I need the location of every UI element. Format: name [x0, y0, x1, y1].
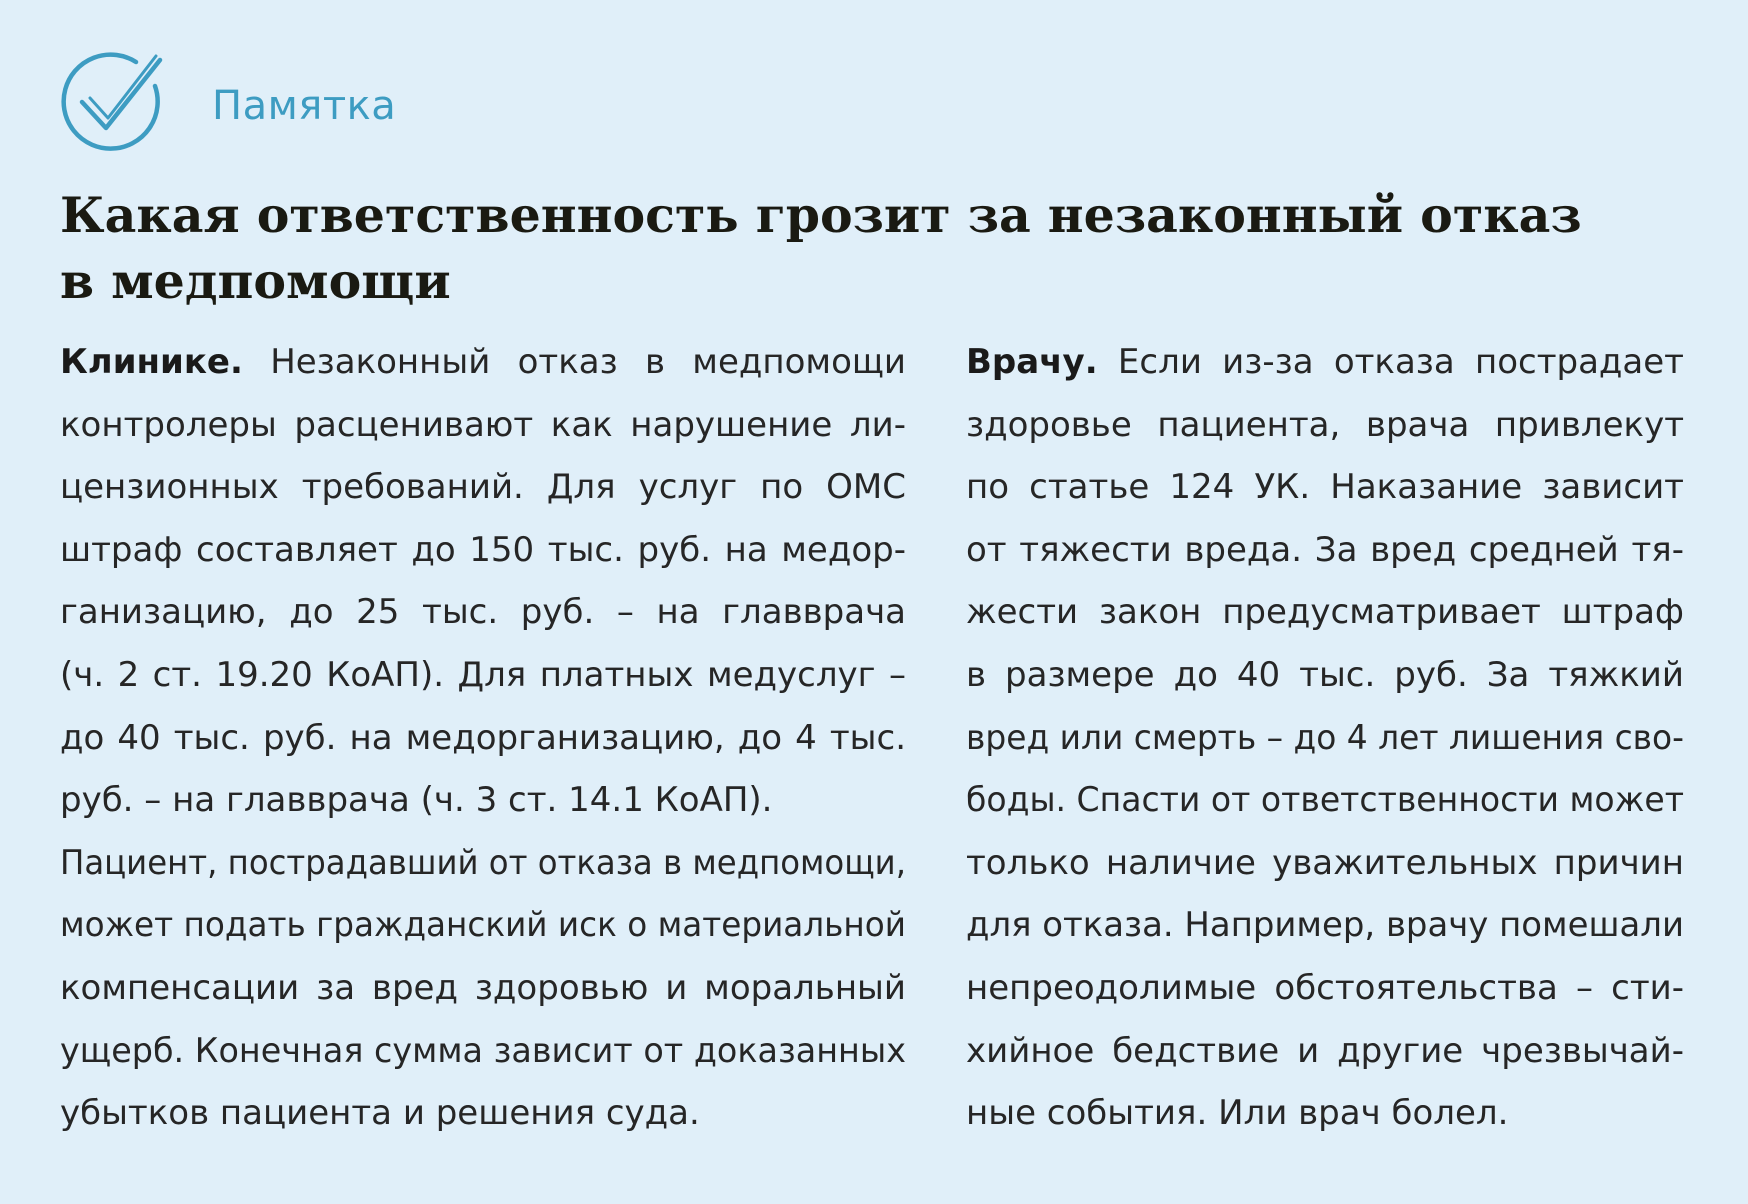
paragraph-line: непреодолимые обстоятельства – сти- [966, 967, 1684, 1008]
paragraph-line: может подать гражданский иск о материальной [60, 905, 906, 946]
title-line-1: Какая ответственность грозит за незаконный отказ [60, 186, 1582, 244]
paragraph-line: Пациент, пострадавший от отказа в медпомощи, [60, 842, 906, 883]
paragraph-line: контролеры расценивают как нарушение ли- [60, 404, 906, 445]
memo-header [58, 46, 396, 158]
doctor-column [966, 331, 1684, 1145]
paragraph-line: только наличие уважительных причин [966, 842, 1684, 883]
paragraph-line: вред или смерть – до 4 лет лишения сво- [966, 717, 1684, 758]
paragraph-line: руб. – на главврача (ч. 3 ст. 14.1 КоАП). [60, 780, 773, 821]
paragraph-line: до 40 тыс. руб. на медорганизацию, до 4 тыс. [60, 717, 906, 758]
paragraph-line: боды. Спасти от ответственности может [966, 780, 1684, 821]
paragraph-line: штраф составляет до 150 тыс. руб. на медор- [60, 529, 906, 570]
paragraph-line: убытков пациента и решения суда. [60, 1093, 700, 1134]
paragraph-line: ущерб. Конечная сумма зависит от доказанных [60, 1030, 906, 1071]
paragraph-line: (ч. 2 ст. 19.20 КоАП). Для платных медуслуг – [60, 654, 906, 695]
paragraph-line: здоровье пациента, врача привлекут [966, 404, 1684, 445]
paragraph-line: ганизацию, до 25 тыс. руб. – на главврача [60, 592, 906, 633]
page-title [60, 182, 1680, 314]
paragraph-line: от тяжести вреда. За вред средней тя- [966, 529, 1684, 570]
title-line-2: в медпомощи [60, 252, 451, 310]
paragraph-line: в размере до 40 тыс. руб. За тяжкий [966, 654, 1684, 695]
paragraph-line: по статье 124 УК. Наказание зависит [966, 467, 1684, 508]
paragraph-line: для отказа. Например, врачу помешали [966, 905, 1684, 946]
check-circle-icon [58, 46, 170, 158]
memo-label: Памятка [212, 83, 397, 129]
paragraph-line: ные события. Или врач болел. [966, 1093, 1509, 1134]
paragraph-line: жести закон предусматривает штраф [966, 592, 1684, 633]
paragraph-line: хийное бедствие и другие чрезвычай- [966, 1030, 1684, 1071]
paragraph-line: компенсации за вред здоровью и моральный [60, 967, 906, 1008]
clinic-column [60, 331, 906, 1145]
paragraph-line: Клинике. Незаконный отказ в медпомощи [60, 342, 906, 382]
clinic-lead: Клинике. [60, 342, 243, 382]
paragraph-line: Врачу. Если из-за отказа пострадает [966, 342, 1684, 382]
paragraph-line: цензионных требований. Для услуг по ОМС [60, 467, 906, 508]
doctor-lead: Врачу. [966, 342, 1098, 382]
